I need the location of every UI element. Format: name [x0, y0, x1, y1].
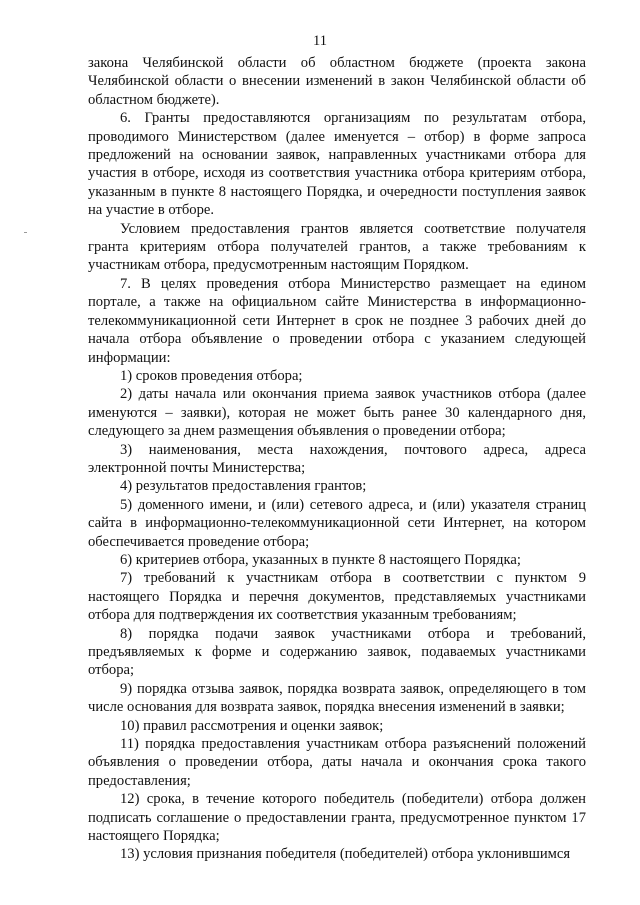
paragraph-item-7: 7. В целях проведения отбора Министерство размещает на едином портале, а также на официальном сайте Министерства в информационно-телекоммуникационной сети Интернет в срок не позднее 3 рабочих дней до начала отбора объявление о проведении отбора с указанием следующей информации:: [88, 275, 586, 366]
list-item-9: 9) порядка отзыва заявок, порядка возврата заявок, определяющего в том числе основания для возврата заявок, порядка внесения изменений в заявки;: [88, 680, 586, 716]
list-item-10: 10) правил рассмотрения и оценки заявок;: [120, 717, 384, 734]
page-number: 11: [313, 33, 327, 49]
list-item-8: 8) порядка подачи заявок участниками отбора и требований, предъявляемых к форме и содержанию заявок, подаваемых участниками отбора;: [88, 625, 586, 679]
list-item-5: 5) доменного имени, и (или) сетевого адреса, и (или) указателя страниц сайта в информационно-телекоммуникационной сети Интернет, на котором обеспечивается проведение отбора;: [88, 496, 586, 550]
paragraph-grant-condition: Условием предоставления грантов является соответствие получателя гранта критериям отбора получателей грантов, а также требованиям к участникам отбора, предусмотренным настоящим Порядком.: [88, 220, 586, 274]
paragraph-continuation: закона Челябинской области об областном бюджете (проекта закона Челябинской области о внесении изменений в закон Челябинской области об областном бюджете).: [88, 55, 586, 108]
list-item-1: 1) сроков проведения отбора;: [120, 367, 303, 384]
list-item-13: 13) условия признания победителя (победителей) отбора уклонившимся: [120, 846, 571, 863]
list-item-3: 3) наименования, места нахождения, почтового адреса, адреса электронной почты Министерства;: [88, 441, 586, 476]
list-item-6: 6) критериев отбора, указанных в пункте 8 настоящего Порядка;: [120, 551, 521, 568]
list-item-4: 4) результатов предоставления грантов;: [120, 478, 367, 495]
list-item-7: 7) требований к участникам отбора в соответствии с пунктом 9 настоящего Порядка и перечня документов, представляемых участниками отбора для подтверждения их соответствия указанным требованиям;: [88, 570, 586, 624]
paragraph-item-6: 6. Гранты предоставляются организациям по результатам отбора, проводимого Министерством (далее именуется – отбор) в форме запроса предложений на основании заявок, направленных участниками отбора для участия в отборе, исходя из соответствия участника отбора критериям отбора, указанным в пункте 8 настоящего Порядка, и очередности поступления заявок на участие в отборе.: [88, 110, 586, 219]
list-item-11: 11) порядка предоставления участникам отбора разъяснений положений объявления о проведении отбора, даты начала и окончания срока такого предоставления;: [88, 736, 586, 789]
list-item-12: 12) срока, в течение которого победитель (победители) отбора должен подписать соглашение о предоставлении гранта, предусмотренное пунктом 17 настоящего Порядка;: [88, 791, 586, 845]
document-body: [88, 54, 586, 864]
margin-mark: [24, 232, 27, 233]
list-item-2: 2) даты начала или окончания приема заявок участников отбора (далее именуются – заявки), которая не может быть ранее 30 календарного дня, следующего за днем размещения объявления о проведении отбора;: [88, 386, 586, 440]
